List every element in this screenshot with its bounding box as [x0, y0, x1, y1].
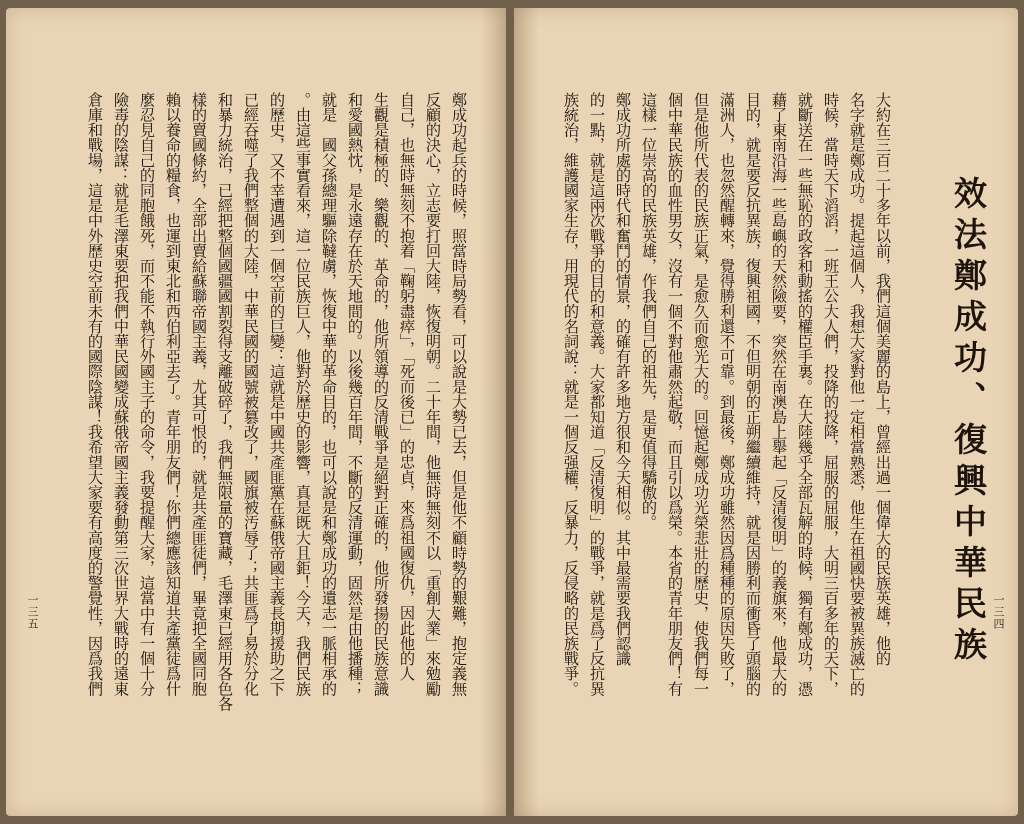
chapter-title: 效法鄭成功、復興中華民族: [949, 176, 988, 668]
text-line: 。由這些事實看來，這一位民族巨人，他對於歷史的影響，真是既大且鉅！今天，我們民族: [294, 92, 312, 697]
text-line: 就是 國父孫總理驅除韃虜，恢復中華的革命目的，也可以說是和鄭成功的遺志一脈相承的: [320, 92, 338, 697]
text-line: 鄭成功所處的時代和奮鬥的情景，的確有許多地方很和今天相似。其中最需要我們認識: [614, 92, 632, 666]
right-page-body-text: [558, 92, 896, 767]
text-line: 大約在三百二十多年以前，我們這個美麗的島上，曾經出過一個偉大的民族英雄，他的: [874, 92, 892, 666]
text-line: 和愛國熱忱，是永遠存在於天地間的。以後幾百年間，不斷的反清運動，固然是由他播種；: [346, 92, 364, 697]
text-line: 目的，就是要反抗異族，復興祖國，不但明朝的正朔繼續維持，就是因勝利而衝昏了頭腦的: [744, 92, 762, 697]
text-line: 和暴力統治，已經把整個國疆國割裂得支離破碎了，我們無限量的寶藏，毛澤東已經用各色各: [216, 92, 234, 712]
text-line: 就斷送在一些無恥的政客和動搖的權臣手裏。在大陸幾乎全部瓦解的時候，獨有鄭成功，憑: [796, 92, 814, 697]
left-page: [6, 8, 506, 816]
text-line: 但是他所代表的民族正氣，是愈久而愈光大的。回憶起鄭成功光榮悲壯的歷史，使我們每一: [692, 92, 710, 697]
text-line: 險毒的陰謀：就是毛澤東要把我們中華民國變成蘇俄帝國主義發動第三次世界大戰時的遠東: [112, 92, 130, 697]
text-line: 時候，當時天下滔滔，一班王公大人們，投降的投降，屈服的屈服，大明三百多年的天下，: [822, 92, 840, 697]
text-line: 族統治，維護國家生存，用現代的名詞說：就是一個反强權，反暴力，反侵略的民族戰爭。: [562, 92, 580, 697]
right-page-number: 一三四: [992, 594, 1005, 630]
text-line: 的一點，就是這兩次戰爭的目的和意義。大家都知道「反清復明」的戰爭，就是爲了反抗異: [588, 92, 606, 697]
text-line: 個中華民族的血性男女，沒有一個不對他肅然起敬，而且引以爲榮。本省的青年朋友們！有: [666, 92, 684, 697]
left-page-number: 一三五: [26, 594, 39, 630]
right-page: [514, 8, 1018, 816]
text-line: 自己，也無時無刻不抱着「鞠躬盡瘁」，「死而後已」的忠貞，來爲祖國復仇，因此他的人: [398, 92, 416, 681]
text-line: 鄭成功起兵的時候，照當時局勢看，可以說是大勢已去，但是他不顧時勢的艱難，抱定義無: [450, 92, 468, 697]
left-page-gutter-shadow: [480, 8, 506, 816]
text-line: 已經吞噬了我們整個的大陸，中華民國的國號被篡改了，國旗被汚辱了；共匪爲了易於分化: [242, 92, 260, 697]
text-line: 藉了東南沿海一些島嶼的天然險要，突然在南澳島上舉起「反清復明」的義旗來，他最大的: [770, 92, 788, 697]
text-line: 倉庫和戰場，這是中外歷史空前未有的國際陰謀！我希望大家要有高度的警覺性，因爲我們: [86, 92, 104, 697]
text-line: 的歷史，又不幸遭遇到一個空前的巨變：這就是中國共產匪黨在蘇俄帝國主義長期援助之下: [268, 92, 286, 697]
text-line: 滿洲人，也忽然醒轉來，覺得勝利還不可靠。到最後，鄭成功雖然因爲種種的原因失敗了，: [718, 92, 736, 697]
text-line: 反顧的決心，立志要打回大陸，恢復明朝。二十年間，他無時無刻不以「重創大業」來勉勵: [424, 92, 442, 697]
left-page-body-text: [82, 92, 472, 767]
text-line: 賴以養命的糧食，也運到東北和西伯利亞去了。青年朋友們！你們總應該知道共產黨徒爲什: [164, 92, 182, 697]
text-line: 樣的賣國條約，全部出賣給蘇聯帝國主義，尤其可恨的，就是共產匪徒們，畢竟把全國同胞: [190, 92, 208, 697]
text-line: 生觀是積極的、樂觀的、革命的，他所領導的反清戰爭是絕對正確的，他所發揚的民族意識: [372, 92, 390, 697]
text-line: 名字就是鄭成功。提起這個人，我想大家對他一定相當熟悉，他生在祖國快要被異族滅亡的: [848, 92, 866, 697]
text-line: 麼忍見自己的同胞餓死，而不能不執行外國主子的命令，我要提醒大家，這當中有一個十分: [138, 92, 156, 697]
text-line: 這樣一位崇高的民族英雄，作我們自己的祖先，是更值得驕傲的。: [640, 92, 658, 530]
right-page-gutter-shadow: [514, 8, 540, 816]
